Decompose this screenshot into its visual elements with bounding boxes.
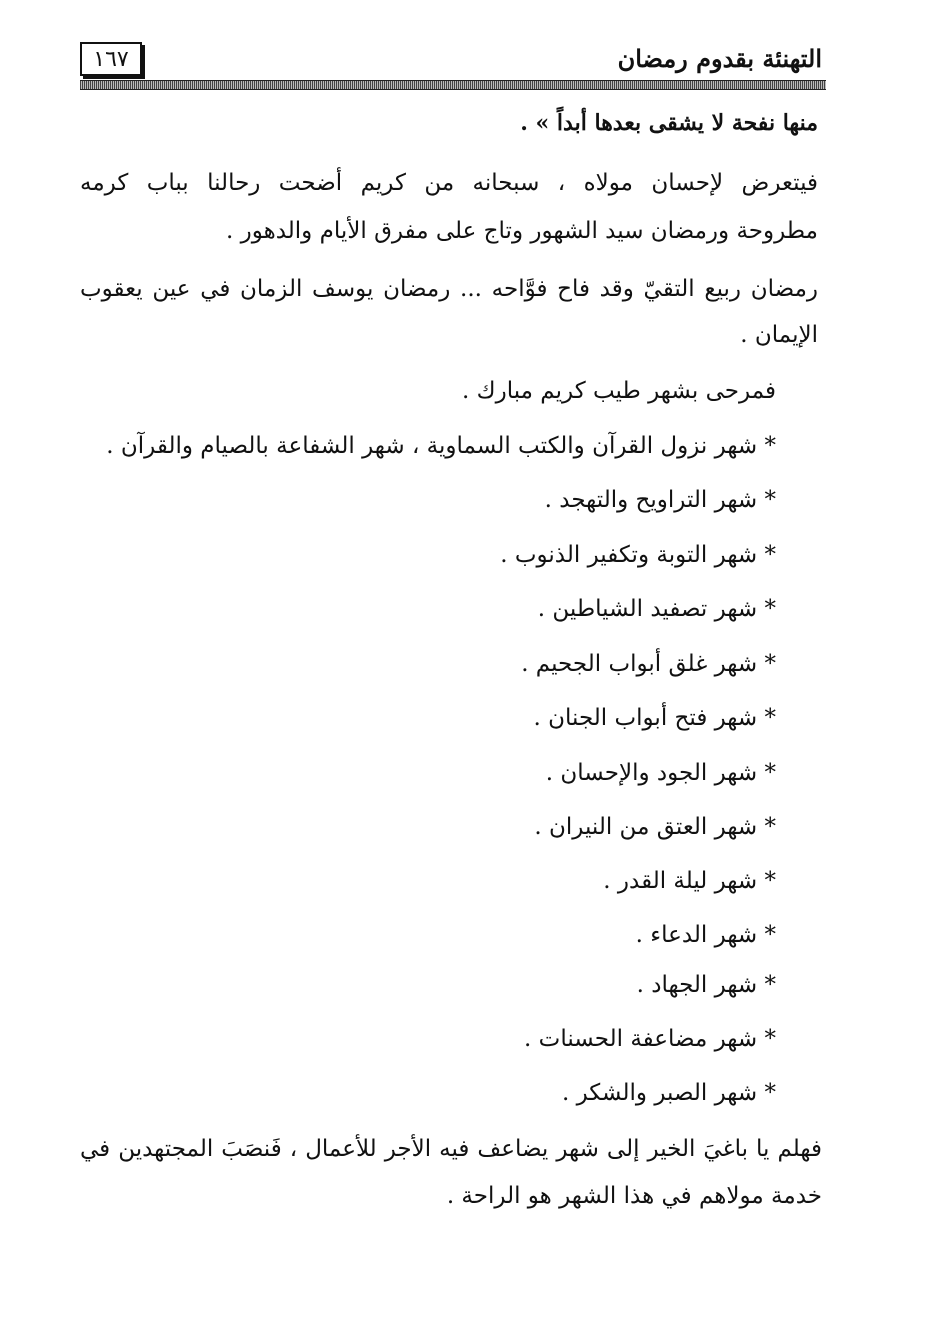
paragraph-2-line-1: رمضان ربيع التقيّ وقد فاح فوَّاحه ... رمضان يوسف الزمان في عين يعقوب	[80, 276, 818, 302]
paragraph-2-line-2: الإيمان .	[740, 322, 818, 348]
paragraph-1-line-1: فيتعرض لإحسان مولاه ، سبحانه من كريم أضحت رحالنا بباب كرمه	[80, 170, 818, 196]
list-item: * شهر العتق من النيران .	[534, 814, 776, 840]
list-item: * شهر غلق أبواب الجحيم .	[521, 651, 776, 677]
page-number: ١٦٧	[80, 42, 142, 76]
closing-paragraph-line-1: فهلم يا باغيَ الخير إلى شهر يضاعف فيه الأجر للأعمال ، فَنصَبَ المجتهدين في	[80, 1136, 822, 1162]
list-item: * شهر الصبر والشكر .	[561, 1080, 776, 1106]
opening-line: منها نفحة لا يشقى بعدها أبداً » .	[520, 110, 818, 136]
paragraph-1-line-2: مطروحة ورمضان سيد الشهور وتاج على مفرق الأيام والدهور .	[225, 218, 818, 244]
list-item: * شهر التراويح والتهجد .	[544, 487, 776, 513]
running-title: التهنئة بقدوم رمضان	[617, 44, 822, 73]
list-item: * شهر التوبة وتكفير الذنوب .	[500, 542, 776, 568]
list-item: * شهر الدعاء .	[635, 922, 776, 948]
intro-line: فمرحى بشهر طيب كريم مبارك .	[462, 378, 776, 404]
list-item: * شهر تصفيد الشياطين .	[537, 596, 776, 622]
closing-paragraph-line-2: خدمة مولاهم في هذا الشهر هو الراحة .	[446, 1183, 822, 1209]
list-item: * شهر ليلة القدر .	[603, 868, 776, 894]
list-item: * شهر الجهاد .	[636, 972, 776, 998]
list-item: * شهر الجود والإحسان .	[545, 760, 776, 786]
list-item: * شهر نزول القرآن والكتب السماوية ، شهر الشفاعة بالصيام والقرآن .	[106, 433, 776, 459]
list-item: * شهر فتح أبواب الجنان .	[533, 705, 776, 731]
header-divider	[80, 80, 826, 90]
list-item: * شهر مضاعفة الحسنات .	[524, 1026, 776, 1052]
